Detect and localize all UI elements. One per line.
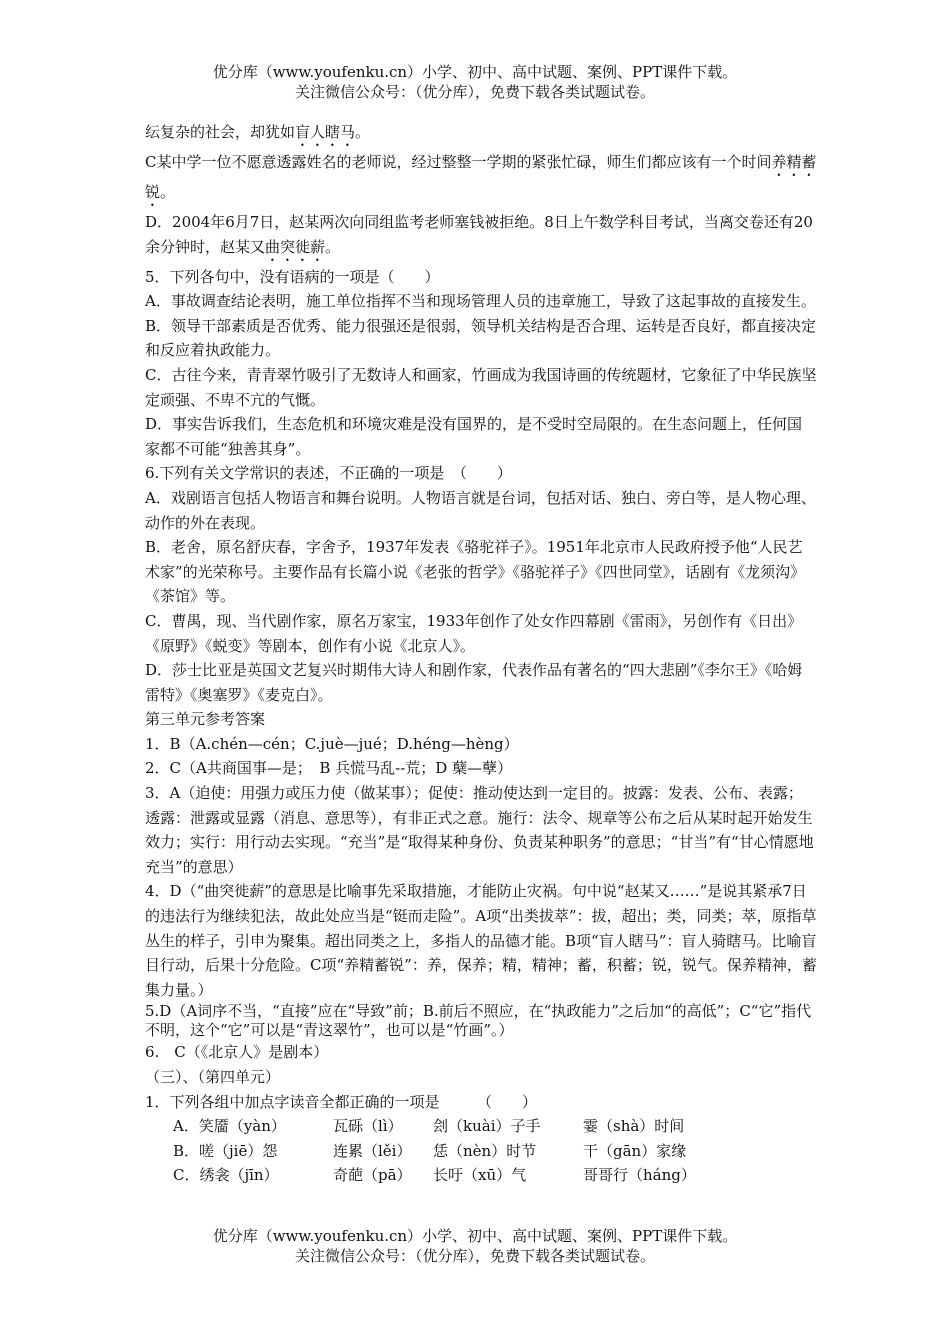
q6-option-c: C．曹禺，现、当代剧作家，原名万家宝，1933年创作了处女作四幕剧《雷雨》，另创作有《日出》《原野》《蜕变》等剧本，创作有小说《北京人》。 — [145, 611, 803, 655]
q6-option-b: B．老舍，原名舒庆春，字舍予，1937年发表《骆驼祥子》。1951年北京市人民政府授予他“人民艺术家”的光荣称号。主要作品有长篇小说《老张的哲学》《骆驼祥子》《四世同堂》，话剧有《龙须沟》《茶馆》等。 — [145, 538, 806, 606]
q5-option-c: C．古往今来，青青翠竹吸引了无数诗人和画家，竹画成为我国诗画的传统题材，它象征了中华民族坚定顽强、不卑不亢的气慨。 — [145, 365, 817, 409]
unit4-q1-row-b: B．嗟（jiē）怨 连累（lěi） 恁（nèn）时节 干（gān）家缘 — [173, 1141, 687, 1160]
document-body — [145, 120, 817, 1188]
page-footer — [0, 1226, 950, 1266]
answer-3: 3．A（迫使：用强力或压力使（做某事）；促使：推动使达到一定目的。披露：发表、公布、表露；透露：泄露或显露（消息、意思等），有非正式之意。施行：法令、规章等公布之后从某时起开始发生效力；实行：用行动去实现。“充当”是“取得某种身份、负责某种职务”的意思；“甘当”有“甘心情愿地充当”的意思） — [145, 784, 814, 876]
answer-4: 4．D（“曲突徙薪”的意思是比喻事先采取措施，才能防止灾祸。句中说“赵某又……”是说其紧承7日的违法行为继续犯法，故此处应当是“铤而走险”。A项“出类拔萃”：拔，超出；类，同类；萃，原指草丛生的样子，引申为聚集。超出同类之上，多指人的品德才能。B项“盲人瞎马”：盲人骑瞎马。比喻盲目行动，后果十分危险。C项“养精蓄锐”：养，保养；精，精神；蓄，积蓄；锐，锐气。保养精神，蓄集力量。） — [145, 882, 817, 999]
dotted-term: 养精蓄锐 — [145, 153, 817, 201]
q5-option-a: A．事故调查结论表明，施工单位指挥不当和现场管理人员的违章施工，导致了这起事故的直接发生。 — [145, 292, 816, 311]
q4-option-d: D．2004年6月7日，赵某两次向同组监考老师塞钱被拒绝。8日上午数学科目考试，当离交卷还有20余分钟时，赵某又曲突徙薪。 — [145, 213, 813, 256]
q6-option-d: D．莎士比亚是英国文艺复兴时期伟大诗人和剧作家，代表作品有著名的“四大悲剧”《李尔王》《哈姆雷特》《奥塞罗》《麦克白》。 — [145, 661, 803, 704]
q4-option-c: C某中学一位不愿意透露姓名的老师说，经过整整一学期的紧张忙碌，师生们都应该有一个时间养精蓄锐。 — [145, 153, 817, 201]
q5-option-b: B．领导干部素质是否优秀、能力很强还是很弱，领导机关结构是否合理、运转是否良好，都直接决定和反应着执政能力。 — [145, 316, 817, 360]
q5-stem: 5．下列各句中，没有语病的一项是（ ） — [145, 267, 440, 286]
answers-title: 第三单元参考答案 — [145, 710, 266, 729]
q6-option-a: A．戏剧语言包括人物语言和舞台说明。人物语言就是台词，包括对话、独白、旁白等，是人物心理、动作的外在表现。 — [145, 488, 816, 532]
answer-6: 6. C（《北京人》是剧本） — [145, 1043, 329, 1062]
q6-stem: 6.下列有关文学常识的表述，不正确的一项是 （ ） — [145, 464, 512, 483]
q4-c-continuation: 纭复杂的社会，却犹如盲人瞎马。 — [145, 123, 371, 141]
unit4-title: （三）、（第四单元） — [145, 1068, 281, 1086]
unit4-q1-row-a: A．笑靥（yàn） 瓦砾（lì） 刽（kuài）子手 霎（shà）时间 — [173, 1117, 685, 1136]
unit4-q1-row-c: C．绣衾（jīn） 奇葩（pā） 长吁（xū）气 哥哥行（háng） — [173, 1166, 696, 1185]
footer-line-1: 优分库（www.youfenku.cn）小学、初中、高中试题、案例、PPT课件下载。 — [212, 1227, 738, 1245]
header-line-2: 关注微信公众号：（优分库），免费下载各类试题试卷。 — [294, 83, 655, 101]
page-header — [0, 62, 950, 102]
dotted-term: 盲人瞎马 — [295, 123, 356, 141]
answer-2: 2．C（A共商国事—是； B 兵慌马乱--荒；D 蘖—孽） — [145, 759, 513, 778]
answer-1: 1．B（A.chén—cén；C.juè—jué；D.héng—hèng） — [145, 734, 519, 753]
unit4-q1-stem: 1．下列各组中加点字读音全都正确的一项是 （ ） — [145, 1092, 538, 1111]
header-line-1: 优分库（www.youfenku.cn）小学、初中、高中试题、案例、PPT课件下载。 — [212, 63, 738, 81]
q5-option-d: D．事实告诉我们，生态危机和环境灾难是没有国界的，是不受时空局限的。在生态问题上，任何国家都不可能“独善其身”。 — [145, 415, 803, 458]
footer-line-2: 关注微信公众号：（优分库），免费下载各类试题试卷。 — [294, 1247, 655, 1265]
dotted-term: 曲突徙薪 — [265, 237, 326, 256]
answer-5: 5.D（A词序不当，“直接”应在“导致”前；B.前后不照应，在“执政能力”之后加“的高低”；C“它”指代不明，这个“它”可以是“青这翠竹”，也可以是“竹画”。） — [145, 1002, 812, 1040]
